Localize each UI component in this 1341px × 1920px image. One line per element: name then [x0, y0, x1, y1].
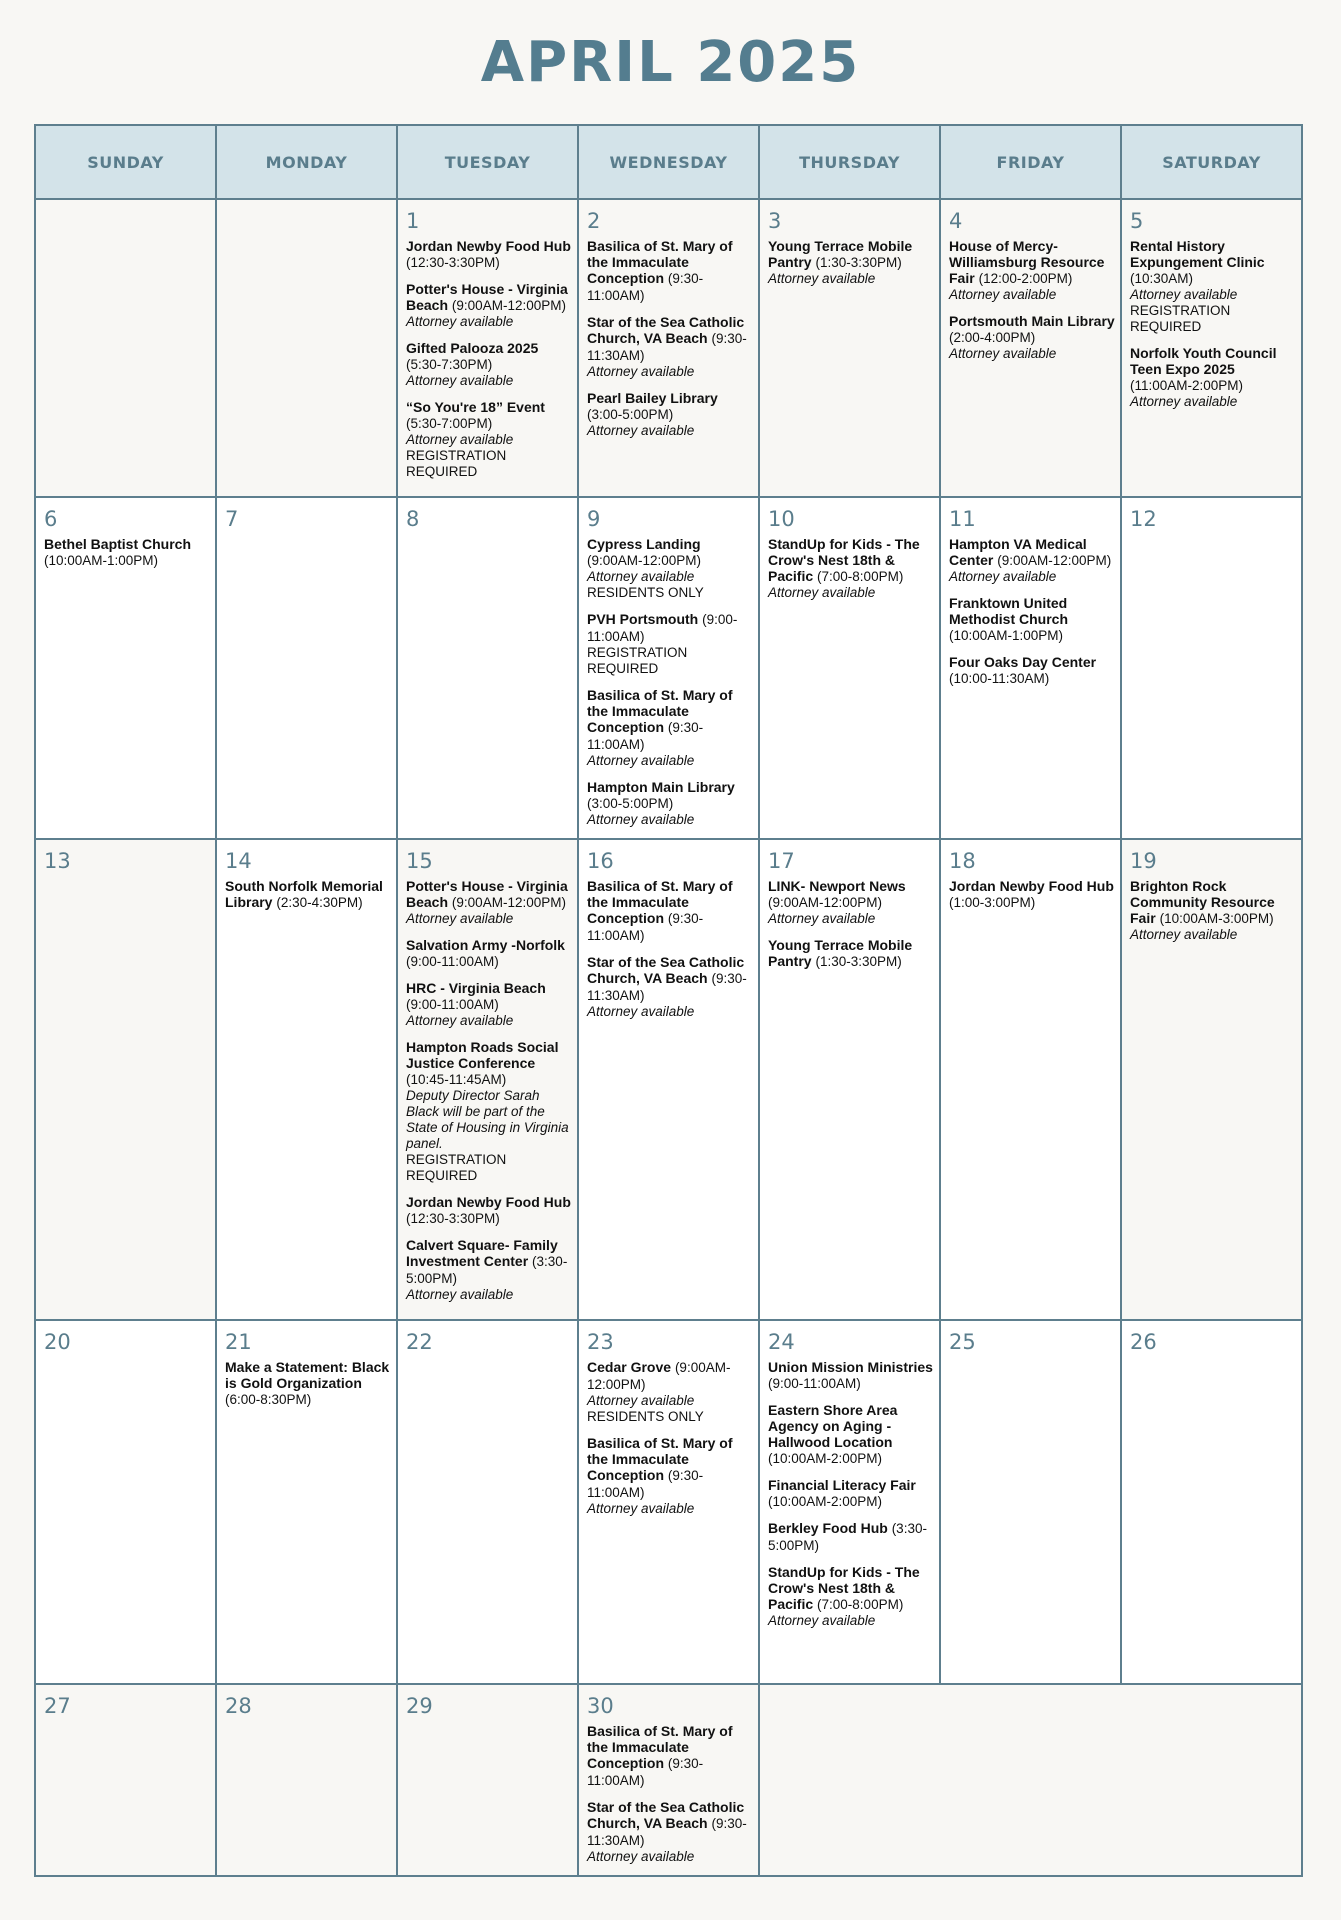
event-time: (9:00AM-12:00PM): [997, 553, 1112, 568]
event-name: Cedar Grove: [587, 1359, 672, 1375]
weekday-monday: MONDAY: [216, 125, 397, 199]
event-name: House of Mercy- Williamsburg Resource Fair: [949, 238, 1105, 286]
event-item: [587, 1723, 754, 1789]
day-number: 27: [44, 1694, 71, 1718]
day-number: 3: [768, 209, 782, 233]
event-list: [579, 536, 758, 828]
event-time: (10:00AM-2:00PM): [768, 1451, 883, 1466]
day-cell: [578, 1320, 759, 1684]
event-note: Attorney available: [587, 753, 695, 768]
event-note: Attorney available: [587, 569, 695, 584]
day-cell: [216, 199, 397, 497]
event-time: (10:45-11:45AM): [406, 1072, 507, 1087]
event-name: Portsmouth Main Library: [949, 313, 1115, 329]
event-time: (9:00AM-12:00PM): [451, 298, 566, 313]
event-note: Attorney available: [587, 1501, 695, 1516]
day-cell: [216, 497, 397, 839]
event-list: [1122, 238, 1301, 410]
event-time: (7:00-8:00PM): [817, 1597, 904, 1612]
day-cell: [397, 1320, 578, 1684]
event-note: Attorney available: [587, 1393, 695, 1408]
event-time: (6:00-8:30PM): [225, 1392, 312, 1407]
event-item: [406, 980, 573, 1029]
event-item: [406, 340, 573, 389]
event-name: Young Terrace Mobile Pantry: [768, 937, 913, 969]
event-time: (9:00-11:00AM): [768, 1376, 861, 1391]
event-note: Attorney available: [768, 585, 876, 600]
event-name: South Norfolk Memorial Library: [225, 878, 383, 910]
day-number: 25: [949, 1330, 976, 1354]
day-cell: [397, 199, 578, 497]
event-time: (10:00-11:30AM): [949, 671, 1050, 686]
event-item: [768, 937, 935, 970]
event-time: (9:30-11:00AM): [587, 271, 704, 303]
event-item: [225, 878, 392, 911]
event-item: [44, 536, 211, 569]
event-name: Norfolk Youth Council Teen Expo 2025: [1130, 345, 1277, 377]
event-requirement: REGISTRATION REQUIRED: [406, 1152, 507, 1183]
event-name: Franktown United Methodist Church: [949, 595, 1068, 627]
event-time: (3:30-5:00PM): [406, 1254, 568, 1286]
event-name: Basilica of St. Mary of the Immaculate Conception: [587, 687, 733, 735]
event-name: HRC - Virginia Beach: [406, 980, 546, 996]
event-item: [406, 399, 573, 480]
empty-week-remainder: [759, 1684, 1302, 1876]
event-name: Star of the Sea Catholic Church, VA Beach: [587, 954, 745, 986]
event-name: Make a Statement: Black is Gold Organization: [225, 1359, 390, 1391]
event-time: (9:30-11:30AM): [587, 331, 747, 363]
event-list: [579, 238, 758, 439]
week-row: [35, 497, 1302, 839]
event-name: Financial Literacy Fair: [768, 1477, 916, 1493]
day-number: 15: [406, 849, 433, 873]
event-time: (2:30-4:30PM): [276, 895, 363, 910]
event-item: [768, 1359, 935, 1392]
day-number: 9: [587, 507, 601, 531]
event-list: [760, 878, 939, 970]
event-note: Attorney available: [587, 423, 695, 438]
week-row: [35, 839, 1302, 1320]
event-requirement: REGISTRATION REQUIRED: [1130, 303, 1231, 334]
event-time: (12:30-3:30PM): [406, 1211, 500, 1226]
event-name: Young Terrace Mobile Pantry: [768, 238, 913, 270]
day-number: 19: [1130, 849, 1157, 873]
event-note: Attorney available: [949, 346, 1057, 361]
day-cell: [1121, 839, 1302, 1320]
event-time: (10:30AM): [1130, 271, 1194, 286]
event-item: [768, 1477, 935, 1510]
event-list: [760, 536, 939, 601]
weekday-wednesday: WEDNESDAY: [578, 125, 759, 199]
event-item: [406, 281, 573, 330]
event-name: Pearl Bailey Library: [587, 390, 718, 406]
day-cell: [1121, 1320, 1302, 1684]
event-time: (9:30-11:00AM): [587, 720, 704, 752]
event-list: [941, 878, 1120, 911]
day-cell: [759, 497, 940, 839]
day-cell: [216, 839, 397, 1320]
event-time: (9:30-11:00AM): [587, 1468, 704, 1500]
event-time: (9:30-11:00AM): [587, 1756, 704, 1788]
day-number: 21: [225, 1330, 252, 1354]
event-item: [949, 654, 1116, 687]
event-name: Jordan Newby Food Hub: [406, 238, 571, 254]
event-time: (10:00AM-1:00PM): [44, 553, 159, 568]
event-time: (1:30-3:30PM): [815, 954, 902, 969]
event-note: Attorney available: [587, 812, 695, 827]
event-item: [406, 238, 573, 271]
day-cell: [397, 497, 578, 839]
event-time: (5:30-7:00PM): [406, 416, 493, 431]
day-cell: [35, 839, 216, 1320]
day-number: 4: [949, 209, 963, 233]
day-number: 17: [768, 849, 795, 873]
event-list: [398, 238, 577, 480]
week-row: [35, 1320, 1302, 1684]
event-list: [398, 878, 577, 1303]
event-list: [1122, 878, 1301, 943]
event-note: Attorney available: [587, 1004, 695, 1019]
day-cell: [759, 839, 940, 1320]
event-time: (7:00-8:00PM): [817, 569, 904, 584]
week-row: [35, 1684, 1302, 1876]
event-time: (9:00-11:00AM): [406, 954, 499, 969]
day-cell: [759, 1320, 940, 1684]
event-name: PVH Portsmouth: [587, 611, 699, 627]
event-list: [579, 1359, 758, 1517]
event-name: Cypress Landing: [587, 536, 701, 552]
day-cell: [1121, 497, 1302, 839]
event-note: Attorney available: [406, 1013, 514, 1028]
event-item: [406, 937, 573, 970]
day-cell: [940, 839, 1121, 1320]
event-item: [406, 878, 573, 927]
day-cell: [397, 1684, 578, 1876]
day-cell: [216, 1684, 397, 1876]
event-note: Attorney available: [406, 373, 514, 388]
day-cell: [578, 497, 759, 839]
day-number: 10: [768, 507, 795, 531]
event-time: (5:30-7:30PM): [406, 357, 493, 372]
event-item: [587, 878, 754, 944]
day-number: 24: [768, 1330, 795, 1354]
day-number: 28: [225, 1694, 252, 1718]
day-number: 12: [1130, 507, 1157, 531]
event-item: [587, 1799, 754, 1865]
event-name: Hampton Main Library: [587, 779, 735, 795]
event-time: (10:00AM-1:00PM): [949, 628, 1064, 643]
event-item: [768, 1564, 935, 1629]
day-number: 18: [949, 849, 976, 873]
event-item: [406, 1194, 573, 1227]
event-name: Basilica of St. Mary of the Immaculate Conception: [587, 238, 733, 286]
day-cell: [578, 1684, 759, 1876]
event-name: Four Oaks Day Center: [949, 654, 1097, 670]
day-number: 11: [949, 507, 976, 531]
day-cell: [1121, 199, 1302, 497]
event-time: (10:00AM-2:00PM): [768, 1494, 883, 1509]
event-list: [36, 536, 215, 569]
event-time: (1:00-3:00PM): [949, 895, 1036, 910]
event-item: [587, 611, 754, 677]
event-name: Union Mission Ministries: [768, 1359, 933, 1375]
event-item: [949, 595, 1116, 644]
event-time: (12:00-2:00PM): [978, 271, 1073, 286]
event-item: [406, 1039, 573, 1184]
event-name: Basilica of St. Mary of the Immaculate Conception: [587, 1723, 733, 1771]
weekday-thursday: THURSDAY: [759, 125, 940, 199]
weekday-sunday: SUNDAY: [35, 125, 216, 199]
event-item: [949, 313, 1116, 362]
event-list: [217, 1359, 396, 1408]
day-number: 23: [587, 1330, 614, 1354]
event-time: (2:00-4:00PM): [949, 330, 1036, 345]
day-cell: [216, 1320, 397, 1684]
event-name: Jordan Newby Food Hub: [406, 1194, 571, 1210]
event-item: [587, 390, 754, 439]
event-time: (3:00-5:00PM): [587, 407, 674, 422]
event-item: [587, 779, 754, 828]
event-time: (1:30-3:30PM): [815, 255, 902, 270]
day-cell: [578, 839, 759, 1320]
event-name: Berkley Food Hub: [768, 1520, 888, 1536]
day-cell: [35, 1684, 216, 1876]
day-cell: [35, 199, 216, 497]
event-time: (9:30-11:00AM): [587, 911, 704, 943]
event-time: (12:30-3:30PM): [406, 255, 500, 270]
event-item: [1130, 878, 1297, 943]
event-name: Basilica of St. Mary of the Immaculate Conception: [587, 1435, 733, 1483]
event-note: Attorney available: [406, 911, 514, 926]
event-time: (3:00-5:00PM): [587, 796, 674, 811]
page-title: APRIL 2025: [480, 30, 861, 95]
event-time: (9:00-11:00AM): [406, 997, 499, 1012]
event-note: Attorney available: [1130, 394, 1238, 409]
event-requirement: RESIDENTS ONLY: [587, 1409, 704, 1424]
day-number: 26: [1130, 1330, 1157, 1354]
event-name: Basilica of St. Mary of the Immaculate Conception: [587, 878, 733, 926]
event-note: Attorney available: [768, 911, 876, 926]
event-requirement: RESIDENTS ONLY: [587, 585, 704, 600]
event-item: [1130, 345, 1297, 410]
event-item: [949, 536, 1116, 585]
event-name: Hampton VA Medical Center: [949, 536, 1087, 568]
event-note: Attorney available: [1130, 927, 1238, 942]
weekday-tuesday: TUESDAY: [397, 125, 578, 199]
event-time: (9:30-11:30AM): [587, 1816, 747, 1848]
day-cell: [940, 199, 1121, 497]
weekday-saturday: SATURDAY: [1121, 125, 1302, 199]
day-number: 22: [406, 1330, 433, 1354]
event-name: “So You're 18” Event: [406, 399, 545, 415]
day-number: 16: [587, 849, 614, 873]
day-cell: [397, 839, 578, 1320]
week-row: [35, 199, 1302, 497]
event-item: [768, 878, 935, 927]
event-name: Calvert Square- Family Investment Center: [406, 1237, 558, 1269]
weekday-header-row: [35, 125, 1302, 199]
event-item: [768, 238, 935, 287]
event-name: Eastern Shore Area Agency on Aging - Hallwood Location: [768, 1402, 898, 1450]
event-name: Bethel Baptist Church: [44, 536, 192, 552]
event-item: [587, 314, 754, 380]
event-list: [941, 536, 1120, 687]
event-name: Potter's House - Virginia Beach: [406, 281, 568, 313]
event-item: [587, 536, 754, 601]
event-item: [225, 1359, 392, 1408]
event-name: StandUp for Kids - The Crow's Nest 18th & Pacific: [768, 1564, 920, 1612]
event-item: [587, 954, 754, 1020]
event-name: Rental History Expungement Clinic: [1130, 238, 1265, 270]
event-note: Attorney available: [1130, 287, 1238, 302]
event-requirement: REGISTRATION REQUIRED: [587, 645, 688, 676]
event-list: [579, 1723, 758, 1865]
event-time: (9:00AM-12:00PM): [587, 1360, 731, 1392]
event-note: Attorney available: [587, 1849, 695, 1864]
event-requirement: REGISTRATION REQUIRED: [406, 448, 507, 479]
event-time: (3:30-5:00PM): [768, 1521, 927, 1553]
event-note: Attorney available: [406, 1287, 514, 1302]
day-number: 5: [1130, 209, 1144, 233]
day-cell: [35, 497, 216, 839]
event-list: [217, 878, 396, 911]
event-time: (9:00AM-12:00PM): [451, 895, 566, 910]
event-note: Deputy Director Sarah Black will be part of the State of Housing in Virginia panel.: [406, 1088, 569, 1151]
event-name: Brighton Rock Community Resource Fair: [1130, 878, 1275, 926]
day-number: 14: [225, 849, 252, 873]
event-note: Attorney available: [587, 364, 695, 379]
event-note: Attorney available: [406, 432, 514, 447]
event-list: [941, 238, 1120, 362]
event-note: Attorney available: [949, 287, 1057, 302]
day-cell: [940, 1320, 1121, 1684]
event-item: [587, 238, 754, 304]
event-name: Star of the Sea Catholic Church, VA Beach: [587, 314, 745, 346]
day-number: 7: [225, 507, 239, 531]
event-name: Potter's House - Virginia Beach: [406, 878, 568, 910]
day-number: 29: [406, 1694, 433, 1718]
day-number: 1: [406, 209, 420, 233]
event-time: (10:00AM-3:00PM): [1159, 911, 1274, 926]
event-note: Attorney available: [768, 1613, 876, 1628]
event-time: (9:30-11:30AM): [587, 971, 747, 1003]
event-item: [949, 878, 1116, 911]
event-name: Gifted Palooza 2025: [406, 340, 539, 356]
event-item: [949, 238, 1116, 303]
day-number: 6: [44, 507, 58, 531]
day-cell: [35, 1320, 216, 1684]
event-name: LINK- Newport News: [768, 878, 906, 894]
event-time: (9:00AM-12:00PM): [768, 895, 883, 910]
event-time: (11:00AM-2:00PM): [1130, 378, 1244, 393]
event-item: [768, 1520, 935, 1554]
day-number: 2: [587, 209, 601, 233]
event-item: [406, 1237, 573, 1303]
event-item: [587, 1435, 754, 1517]
event-name: Jordan Newby Food Hub: [949, 878, 1114, 894]
event-list: [579, 878, 758, 1020]
event-time: (9:00AM-12:00PM): [587, 553, 702, 568]
day-number: 30: [587, 1694, 614, 1718]
day-number: 13: [44, 849, 71, 873]
event-note: Attorney available: [949, 569, 1057, 584]
day-cell: [759, 199, 940, 497]
event-item: [768, 536, 935, 601]
weekday-friday: FRIDAY: [940, 125, 1121, 199]
event-note: Attorney available: [406, 314, 514, 329]
day-cell: [940, 497, 1121, 839]
event-name: Salvation Army -Norfolk: [406, 937, 565, 953]
event-list: [760, 238, 939, 287]
event-time: (9:00-11:00AM): [587, 612, 738, 644]
event-item: [1130, 238, 1297, 335]
calendar-grid: [34, 124, 1303, 1877]
event-item: [768, 1402, 935, 1467]
event-name: StandUp for Kids - The Crow's Nest 18th & Pacific: [768, 536, 920, 584]
event-item: [587, 1359, 754, 1425]
event-name: Hampton Roads Social Justice Conference: [406, 1039, 559, 1071]
event-name: Star of the Sea Catholic Church, VA Beach: [587, 1799, 745, 1831]
event-item: [587, 687, 754, 769]
event-note: Attorney available: [768, 271, 876, 286]
day-number: 8: [406, 507, 420, 531]
event-list: [760, 1359, 939, 1629]
day-number: 20: [44, 1330, 71, 1354]
day-cell: [578, 199, 759, 497]
